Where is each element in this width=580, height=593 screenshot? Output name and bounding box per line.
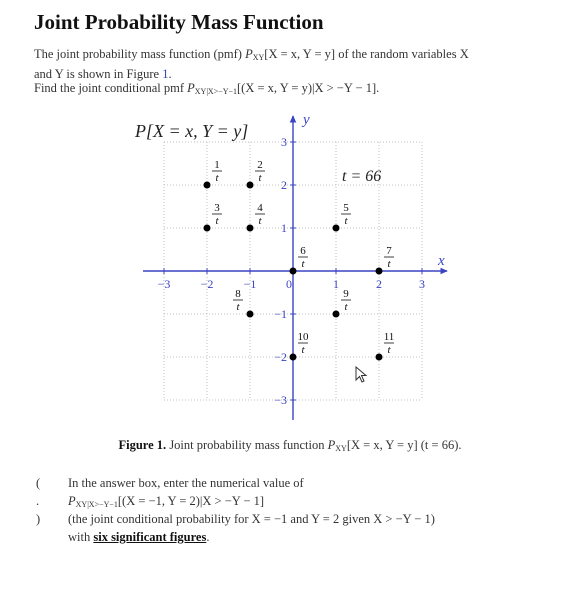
pmf-point xyxy=(247,311,254,318)
plot-points xyxy=(204,159,395,361)
pmf-point xyxy=(333,225,340,232)
caption-label: Figure 1. xyxy=(118,438,167,452)
x-tick-label: −3 xyxy=(157,277,171,291)
caption-text: Joint probability mass function xyxy=(166,438,328,452)
question-line: In the answer box, enter the numerical value of xyxy=(68,476,304,490)
t-value-label: t = 66 xyxy=(342,168,382,185)
caption-subscript: XY xyxy=(335,444,347,453)
x-axis-label: x xyxy=(438,253,445,269)
probability-label xyxy=(255,202,265,227)
probability-numerator: 5 xyxy=(343,202,349,214)
x-tick-label: 1 xyxy=(333,277,339,291)
figure-caption xyxy=(0,438,580,453)
probability-denominator: t xyxy=(236,301,240,313)
mouse-pointer-icon xyxy=(355,366,369,384)
probability-denominator: t xyxy=(301,258,305,270)
probability-denominator: t xyxy=(387,344,391,356)
probability-denominator: t xyxy=(387,258,391,270)
pmf-symbol: P xyxy=(68,494,76,508)
probability-numerator: 10 xyxy=(297,331,309,343)
probability-denominator: t xyxy=(258,172,262,184)
intro-text: . xyxy=(168,67,172,81)
probability-label xyxy=(212,159,222,184)
probability-numerator: 7 xyxy=(386,245,392,257)
significant-figures-note: six significant figures xyxy=(93,530,207,544)
pmf-point xyxy=(290,268,297,275)
intro-text: and Y is shown in Figure xyxy=(34,67,163,81)
y-tick-label: 2 xyxy=(281,178,287,192)
x-tick-label: −1 xyxy=(243,277,257,291)
intro-text: [(X = x, Y = y)|X > −Y − 1]. xyxy=(237,81,380,95)
probability-label xyxy=(255,159,265,184)
probability-denominator: t xyxy=(344,301,348,313)
pmf-point xyxy=(247,225,254,232)
caption-tail: [X = x, Y = y] (t = 66). xyxy=(346,438,462,452)
question-expression xyxy=(68,492,435,510)
question-line: (the joint conditional probability for X = −1 and Y = 2 given X > −Y − 1) xyxy=(68,512,435,526)
probability-denominator: t xyxy=(215,172,219,184)
x-tick-label: 3 xyxy=(419,277,425,291)
question-marker: ( . ) xyxy=(36,476,41,526)
question-expression-text: [(X = −1, Y = 2)|X > −Y − 1] xyxy=(117,494,265,508)
pmf-subscript: XY|X>−Y−1 xyxy=(75,500,118,509)
probability-numerator: 8 xyxy=(235,288,241,300)
probability-numerator: 11 xyxy=(383,331,395,343)
pmf-point xyxy=(333,311,340,318)
probability-numerator: 2 xyxy=(257,159,263,171)
probability-denominator: t xyxy=(258,215,262,227)
pmf-point xyxy=(376,354,383,361)
intro-text: Find the joint conditional pmf xyxy=(34,81,188,95)
pmf-subscript: XY|X>−Y−1 xyxy=(194,87,238,96)
probability-label xyxy=(233,288,243,313)
y-axis-label: y xyxy=(303,112,310,128)
probability-label xyxy=(384,331,395,356)
page-title: Joint Probability Mass Function xyxy=(34,10,324,34)
probability-numerator: 6 xyxy=(300,245,306,257)
probability-label xyxy=(298,245,308,270)
probability-denominator: t xyxy=(215,215,219,227)
plot-title: P[X = x, Y = y] xyxy=(135,121,249,141)
probability-label xyxy=(212,202,222,227)
probability-label xyxy=(341,288,351,313)
x-tick-label: −2 xyxy=(200,277,214,291)
probability-denominator: t xyxy=(344,215,348,227)
probability-numerator: 4 xyxy=(257,202,263,214)
question-text: . xyxy=(206,530,210,544)
y-tick-label: −3 xyxy=(274,393,287,407)
figure-link[interactable]: 1 xyxy=(162,67,169,81)
pmf-point xyxy=(247,182,254,189)
probability-denominator: t xyxy=(301,344,305,356)
question-text: with xyxy=(68,530,94,544)
y-tick-label: 1 xyxy=(281,221,287,235)
probability-label xyxy=(298,331,310,356)
question-line xyxy=(68,528,435,546)
x-tick-label: 0 xyxy=(286,277,292,291)
pmf-point xyxy=(204,182,211,189)
pmf-point xyxy=(204,225,211,232)
x-tick-label: 2 xyxy=(376,277,382,291)
intro-text: The joint probability mass function (pmf) xyxy=(34,47,246,61)
y-tick-label: −2 xyxy=(274,350,287,364)
pmf-point xyxy=(376,268,383,275)
pmf-symbol: P xyxy=(245,47,253,61)
pmf-subscript: XY xyxy=(252,53,265,62)
y-tick-label: −1 xyxy=(274,307,287,321)
probability-numerator: 1 xyxy=(214,159,220,171)
probability-label xyxy=(384,245,394,270)
probability-numerator: 3 xyxy=(214,202,220,214)
pmf-point xyxy=(290,354,297,361)
probability-numerator: 9 xyxy=(343,288,349,300)
probability-label xyxy=(341,202,351,227)
plot-axes xyxy=(143,116,447,420)
caption-pmf-symbol: P xyxy=(327,438,336,452)
y-tick-label: 3 xyxy=(281,135,287,149)
pmf-symbol: P xyxy=(187,81,195,95)
intro-text: [X = x, Y = y] of the random variables X xyxy=(264,47,469,61)
